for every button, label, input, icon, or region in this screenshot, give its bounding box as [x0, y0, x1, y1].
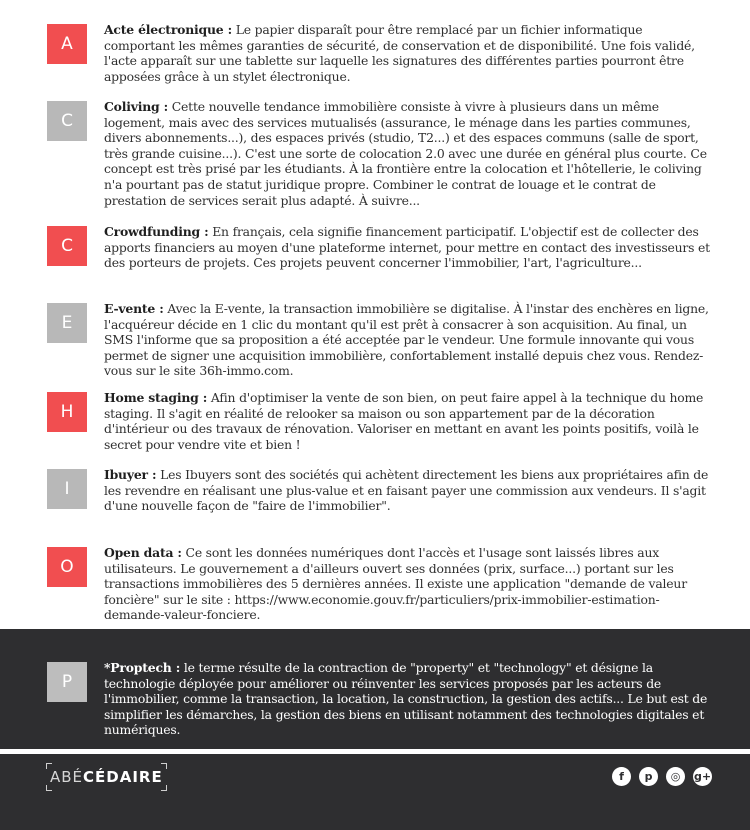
google-plus-icon[interactable]: g+	[693, 767, 712, 786]
pinterest-icon[interactable]: p	[639, 767, 658, 786]
entry-text	[104, 224, 716, 271]
entry-term: Open data :	[104, 545, 182, 560]
entry-text	[104, 301, 716, 379]
letter-badge: C	[47, 101, 87, 141]
footnote-text	[104, 660, 716, 738]
letter-badge: P	[47, 662, 87, 702]
entry-definition: Les Ibuyers sont des sociétés qui achètent directement les biens aux propriétaires afin de les revendre en réalisant une plus-value et en faisant payer une commission aux vendeurs. Il s'agit d'une nouvelle façon de "faire de l'immobilier".	[104, 467, 709, 514]
entry-term: Acte électronique :	[104, 22, 232, 37]
entry-term: E-vente :	[104, 301, 164, 316]
entry-term: Ibuyer :	[104, 467, 157, 482]
letter-badge: O	[47, 547, 87, 587]
entry-text	[104, 545, 716, 623]
entry-definition: Afin d'optimiser la vente de son bien, on peut faire appel à la technique du home staging. Il s'agit en réalité de relooker sa maison ou son appartement par de la décoration d'intérieur ou des travaux de rénovation. Valoriser en mettant en avant les points positifs, voilà le secret pour vendre vite et bien !	[104, 390, 704, 452]
letter-badge: I	[47, 469, 87, 509]
abecedaire-logo	[46, 763, 167, 791]
entry-text	[104, 22, 716, 84]
entry-definition: Le papier disparaît pour être remplacé par un fichier informatique comportant les mêmes garanties de sécurité, de conservation et de disponibilité. Une fois validé, l'acte apparaît sur une tablette sur laquelle les signatures des différentes parties pourront être apposées grâce à un stylet électronique.	[104, 22, 695, 84]
instagram-icon[interactable]: ◎	[666, 767, 685, 786]
letter-badge: H	[47, 392, 87, 432]
footnote-definition: le terme résulte de la contraction de "property" et "technology" et désigne la technologie déployée pour améliorer ou réinventer les services proposés par les acteurs de l'immobilier, comme la transaction, la location, la construction, la gestion des actifs... Le but est de simplifier les démarches, la gestion des biens en utilisant notamment des technologies digitales et numériques.	[104, 660, 708, 738]
entry-term: Crowdfunding :	[104, 224, 209, 239]
entry-definition: En français, cela signifie financement participatif. L'objectif est de collecter des apports financiers au moyen d'une plateforme internet, pour mettre en contact des investisseurs et des porteurs de projets. Ces projets peuvent concerner l'immobilier, l'art, l'agriculture...	[104, 224, 710, 271]
entry-definition: Ce sont les données numériques dont l'accès et l'usage sont laissés libres aux utilisateurs. Le gouvernement a d'ailleurs ouvert ses données (prix, surface...) portant sur les transactions immobilières des 5 dernières années. Il existe une application "demande de valeur foncière" sur le site : https://www.economie.gouv.fr/particuliers/prix-immobilier-estimation-demande-valeur-fonciere.	[104, 545, 687, 623]
letter-badge: E	[47, 303, 87, 343]
logo-text-thin: ABÉ	[50, 768, 84, 786]
letter-badge: A	[47, 24, 87, 64]
letter-badge: C	[47, 226, 87, 266]
logo-text-bold: CÉDAIRE	[83, 768, 163, 786]
footer-divider	[0, 749, 750, 754]
footnote-term: *Proptech :	[104, 660, 181, 675]
entry-text	[104, 467, 716, 514]
entry-text	[104, 99, 716, 208]
entry-text	[104, 390, 716, 452]
entry-term: Home staging :	[104, 390, 208, 405]
entry-definition: Cette nouvelle tendance immobilière consiste à vivre à plusieurs dans un même logement, mais avec des services mutualisés (assurance, le ménage dans les parties communes, divers abonnements...), des espaces privés (studio, T2...) et des espaces communs (salle de sport, très grande cuisine...). C'est une sorte de colocation 2.0 avec une durée en général plus courte. Ce concept est très prisé par les étudiants. À la frontière entre la colocation et l'hôtellerie, le coliving n'a pourtant pas de statut juridique propre. Combiner le contrat de louage et le contrat de prestation de services serait plus adapté. À suivre...	[104, 99, 707, 208]
facebook-icon[interactable]: f	[612, 767, 631, 786]
social-links	[612, 767, 712, 786]
entry-definition: Avec la E-vente, la transaction immobilière se digitalise. À l'instar des enchères en ligne, l'acquéreur décide en 1 clic du montant qu'il est prêt à consacrer à son acquisition. Au final, un SMS l'informe que sa proposition a été acceptée par le vendeur. Une formule innovante qui vous permet de signer une acquisition immobilière, confortablement installé depuis chez vous. Rendez-vous sur le site 36h-immo.com.	[104, 301, 709, 379]
entry-term: Coliving :	[104, 99, 169, 114]
footnote-panel	[0, 629, 750, 830]
